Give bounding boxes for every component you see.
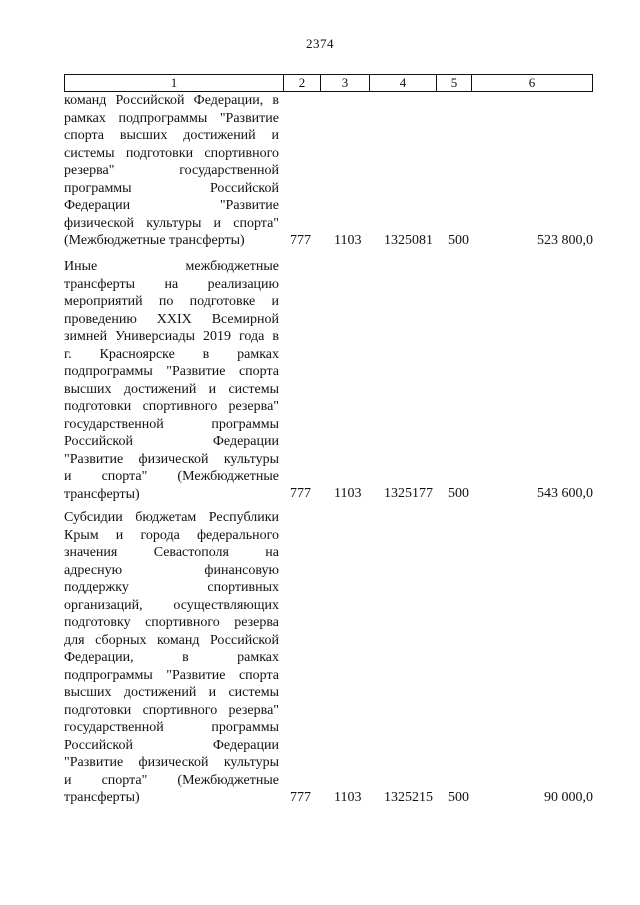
description-line: и спорта" (Межбюджетные	[64, 772, 279, 788]
header-col-5: 5	[436, 75, 471, 91]
description-line: поддержку спортивных	[64, 580, 279, 595]
description-line: Субсидии бюджетам Республики	[64, 510, 279, 525]
description-line: подготовки спортивного резерва"	[64, 399, 279, 414]
row-amount: 543 600,0	[537, 486, 593, 501]
header-col-1: 1	[170, 75, 178, 90]
description-line: подготовку спортивного резерва	[64, 615, 279, 630]
description-line: команд Российской Федерации, в	[64, 93, 279, 108]
description-line: трансферты на реализацию	[64, 276, 279, 292]
description-line: (Межбюджетные трансферты)	[64, 233, 245, 248]
description-line: и спорта" (Межбюджетные	[64, 469, 279, 484]
table-row	[64, 258, 593, 503]
row-gr-code: 777	[290, 789, 311, 805]
description-line: "Развитие физической культуры	[64, 755, 279, 770]
header-col-2: 2	[283, 75, 320, 91]
table-row	[64, 509, 593, 807]
row-amount: 90 000,0	[544, 789, 593, 805]
description-line: мероприятий по подготовке и	[64, 294, 279, 309]
row-description	[64, 509, 279, 807]
description-line: системы подготовки спортивного	[64, 145, 279, 161]
description-line: Федерации "Развитие	[64, 198, 279, 213]
header-col-4: 4	[369, 75, 436, 91]
description-line: спорта высших достижений и	[64, 128, 279, 143]
row-section-code: 1103	[334, 232, 362, 248]
row-values	[64, 232, 593, 250]
description-line: подпрограммы "Развитие спорта	[64, 667, 279, 683]
description-line: государственной программы	[64, 720, 279, 735]
description-line: высших достижений и системы	[64, 381, 279, 397]
table-header	[64, 74, 593, 92]
row-section-code: 1103	[334, 486, 362, 501]
row-target-code: 1325081	[384, 232, 433, 248]
description-line: "Развитие физической культуры	[64, 451, 279, 467]
description-line: физической культуры и спорта"	[64, 215, 279, 231]
row-target-code: 1325177	[384, 486, 433, 501]
row-values	[64, 789, 593, 807]
description-line: государственной программы	[64, 416, 279, 432]
description-line: Российской Федерации	[64, 434, 279, 449]
row-expense-type: 500	[448, 486, 469, 501]
description-line: Российской Федерации	[64, 737, 279, 753]
description-line: подпрограммы "Развитие спорта	[64, 364, 279, 379]
row-amount: 523 800,0	[537, 232, 593, 248]
row-target-code: 1325215	[384, 789, 433, 805]
row-expense-type: 500	[448, 232, 469, 248]
description-line: значения Севастополя на	[64, 545, 279, 560]
description-line: резерва" государственной	[64, 163, 279, 178]
row-section-code: 1103	[334, 789, 362, 805]
description-line: рамках подпрограммы "Развитие	[64, 110, 279, 126]
description-line: Иные межбюджетные	[64, 259, 279, 274]
row-description	[64, 258, 279, 503]
description-line: зимней Универсиады 2019 года в	[64, 329, 279, 344]
description-line: Федерации, в рамках	[64, 650, 279, 665]
description-line: трансферты)	[64, 790, 140, 805]
description-line: программы Российской	[64, 180, 279, 196]
row-gr-code: 777	[290, 232, 311, 248]
table-row	[64, 92, 593, 250]
description-line: трансферты)	[64, 486, 140, 502]
row-description	[64, 92, 279, 250]
row-gr-code: 777	[290, 486, 311, 501]
row-expense-type: 500	[448, 789, 469, 805]
page-number: 2374	[306, 36, 334, 51]
description-line: подготовки спортивного резерва"	[64, 702, 279, 718]
description-line: высших достижений и системы	[64, 685, 279, 700]
description-line: для сборных команд Российской	[64, 632, 279, 648]
description-line: организаций, осуществляющих	[64, 597, 279, 613]
row-values	[64, 485, 593, 503]
header-col-3: 3	[320, 75, 369, 91]
description-line: Крым и города федерального	[64, 527, 279, 543]
description-line: проведению XXIX Всемирной	[64, 311, 279, 327]
description-line: г. Красноярске в рамках	[64, 346, 279, 362]
header-col-6: 6	[471, 75, 592, 91]
description-line: адресную финансовую	[64, 562, 279, 578]
